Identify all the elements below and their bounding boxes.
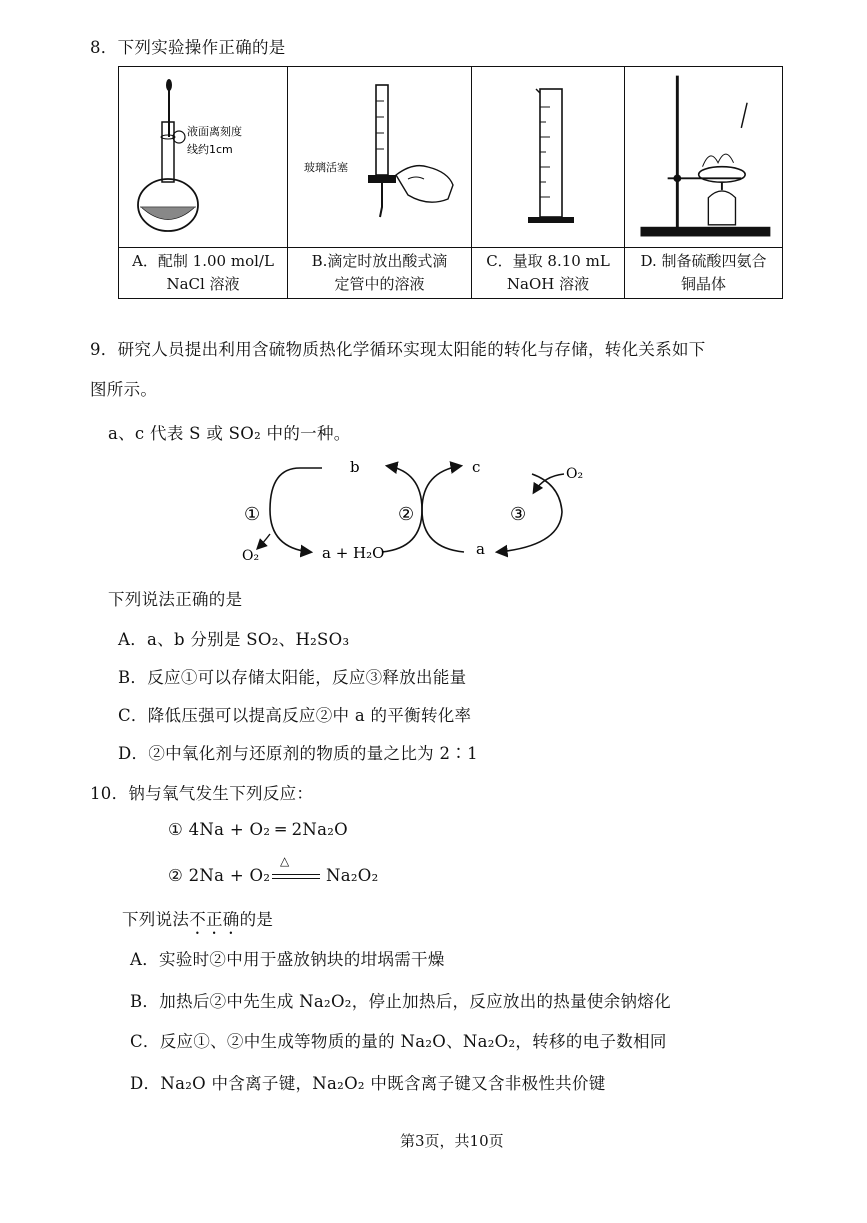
node-c: c: [472, 458, 481, 476]
page-footer: 第3页，共10页: [400, 1132, 504, 1150]
step-3-label: ③: [510, 504, 527, 525]
node-a-h2o: a + H₂O: [322, 544, 385, 562]
figure-b-cell: [288, 67, 472, 248]
q10-option-a[interactable]: A．实验时②中用于盛放钠块的坩埚需干燥: [130, 950, 445, 969]
q9-stem-line2: 图所示。: [90, 380, 158, 399]
sulfur-cycle-diagram: [200, 450, 620, 580]
graduated-cylinder-figure: [472, 67, 624, 247]
q9-option-a[interactable]: A．a、b 分别是 SO₂、H₂SO₃: [118, 630, 350, 649]
volumetric-flask-figure: [119, 67, 287, 247]
step-2-label: ②: [398, 504, 415, 525]
step-1-label: ①: [244, 504, 261, 525]
q9-note: a、c 代表 S 或 SO₂ 中的一种。: [108, 424, 351, 443]
node-b: b: [350, 458, 360, 476]
evaporation-setup-figure: [625, 67, 782, 247]
heat-condition: △: [280, 854, 290, 868]
q9-option-b[interactable]: B．反应①可以存储太阳能，反应③释放出能量: [118, 668, 467, 687]
q10-prompt: 下列说法不正确的是: [122, 910, 274, 929]
figure-c-cell: [472, 67, 625, 248]
q8-experiment-table: [118, 66, 783, 299]
q10-equation-1: ① 4Na + O₂ ═ 2Na₂O: [168, 820, 349, 839]
q8-stem: 8．下列实验操作正确的是: [90, 38, 286, 57]
q8-option-b[interactable]: B.滴定时放出酸式滴 定管中的溶液: [288, 248, 472, 299]
q10-equation-2: [168, 854, 428, 892]
figure-a-note-1: 液面离刻度: [187, 125, 242, 138]
q10-option-c[interactable]: C．反应①、②中生成等物质的量的 Na₂O、Na₂O₂，转移的电子数相同: [130, 1032, 667, 1051]
figure-a-note-2: 线约1cm: [187, 143, 233, 156]
q8-option-c[interactable]: C．量取 8.10 mL NaOH 溶液: [472, 248, 625, 299]
eq2-left: ② 2Na + O₂: [168, 866, 271, 885]
figure-b-note: 玻璃活塞: [304, 161, 348, 174]
q9-stem-line1: 9．研究人员提出利用含硫物质热化学循环实现太阳能的转化与存储，转化关系如下: [90, 340, 706, 359]
q9-prompt: 下列说法正确的是: [108, 590, 243, 609]
emphasized-not-correct: 不正确: [189, 910, 240, 929]
equals-sign: [272, 874, 320, 879]
q9-option-c[interactable]: C．降低压强可以提高反应②中 a 的平衡转化率: [118, 706, 472, 725]
q9-option-d[interactable]: D．②中氧化剂与还原剂的物质的量之比为 2∶1: [118, 744, 478, 763]
figure-a-cell: [119, 67, 288, 248]
node-o2-top: O₂: [566, 466, 584, 482]
eq2-right: Na₂O₂: [326, 866, 379, 885]
q10-option-b[interactable]: B．加热后②中先生成 Na₂O₂，停止加热后，反应放出的热量使余钠熔化: [130, 992, 671, 1011]
q8-option-d[interactable]: D. 制备硫酸四氨合 铜晶体: [625, 248, 783, 299]
q10-option-d[interactable]: D．Na₂O 中含离子键，Na₂O₂ 中既含离子键又含非极性共价键: [130, 1074, 606, 1093]
figure-d-cell: [625, 67, 783, 248]
node-a: a: [476, 540, 485, 558]
node-o2-left: O₂: [242, 548, 260, 564]
q10-stem: 10．钠与氧气发生下列反应：: [90, 784, 314, 803]
q8-option-a[interactable]: A．配制 1.00 mol/L NaCl 溶液: [119, 248, 288, 299]
burette-figure: [288, 67, 471, 247]
